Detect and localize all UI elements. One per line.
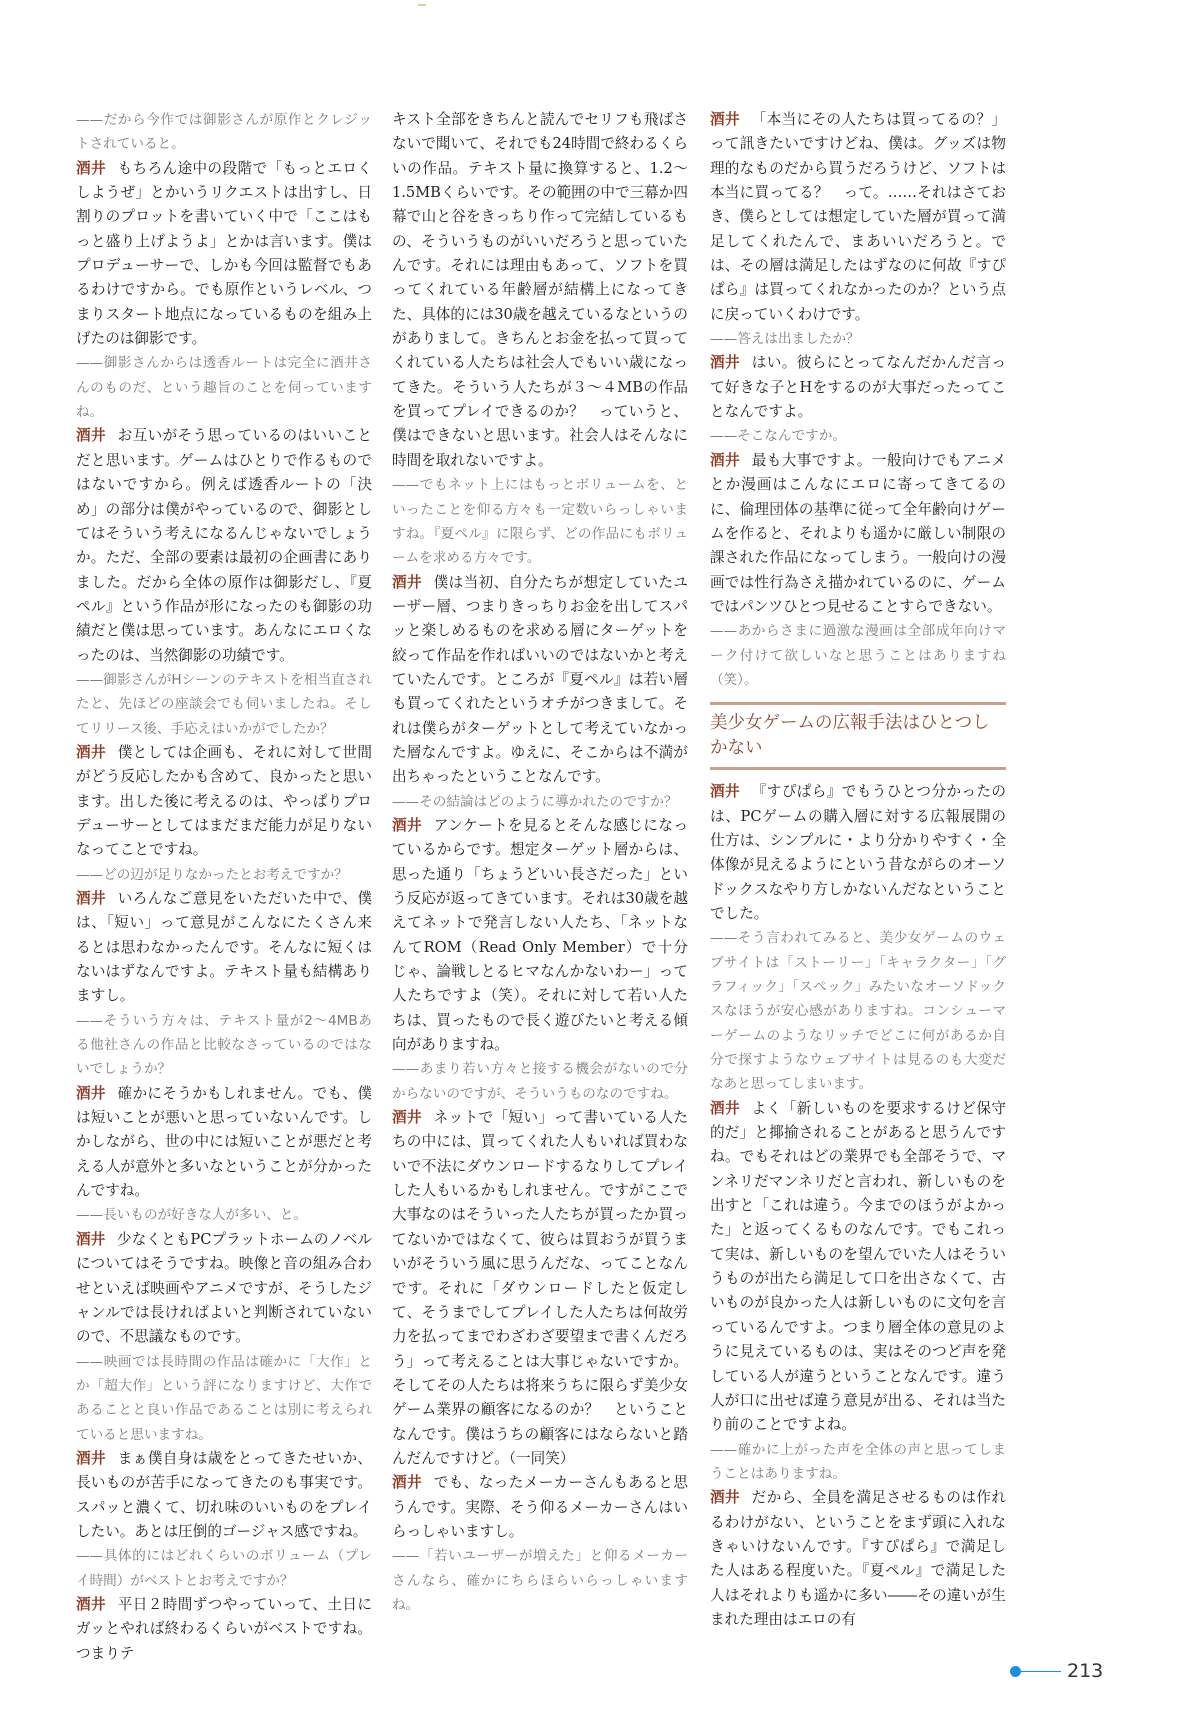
paragraph-text: いろんなご意見をいただいた中で、僕は、「短い」って意見がこんなにたくさん来るとは思わなかったんです。そんなに短くはないはずなんですよ。テキスト量も結構ありますし。 bbox=[76, 890, 372, 1005]
paragraph-text: 「本当にその人たちは買ってるの？」って訊きたいですけどね、僕は。グッズは物理的なものだから買うだろうけど、ソフトは本当に買ってる？ って。……それはさておき、僕らとしては想定していた層が買って満足してくれたんで、まあいいだろうと。では、その層は満足したはずなのに何故『すぴぱら』は買ってくれなかったのか？という点に戻っていくわけです。 bbox=[710, 111, 1006, 323]
paragraph-text: 最も大事ですよ。一般向けでもアニメとか漫画はこんなにエロに寄ってきてるのに、倫理団体の基準に従って全年齢向けゲームを作ると、それよりも遥かに厳しい制限の課された作品になってしまう。一般向けの漫画では性行為さえ描かれているのに、ゲームではパンツひとつ見せることすらできない。 bbox=[710, 451, 1006, 615]
interviewer-question bbox=[710, 327, 1006, 351]
speaker-name: 酒井 bbox=[76, 1595, 107, 1613]
paragraph-text: ——具体的にはどれくらいのボリューム（プレイ時間）がベストとお考えですか？ bbox=[76, 1548, 372, 1589]
interviewer-question bbox=[76, 351, 372, 424]
paragraph-text: ——でもネット上にはもっとボリュームを、といったことを仰る方々も一定数いらっしゃいますね。『夏ペル』に限らず、どの作品にもボリュームを求める方々です。 bbox=[392, 477, 688, 567]
column-middle bbox=[392, 108, 688, 1617]
paragraph-text: でも、なったメーカーさんもあると思うんです。実際、そう仰るメーカーさんはいらっしゃいますし。 bbox=[392, 1474, 688, 1540]
print-mark bbox=[418, 4, 426, 6]
paragraph-text: ——だから今作では御影さんが原作とクレジットされていると。 bbox=[76, 112, 372, 153]
speaker-name: 酒井 bbox=[76, 743, 106, 761]
interviewee-answer bbox=[392, 108, 688, 473]
column-right bbox=[710, 108, 1006, 1632]
speaker-name: 酒井 bbox=[392, 816, 423, 834]
paragraph-text: ——その結論はどのように導かれたのですか？ bbox=[392, 793, 678, 810]
speaker-name: 酒井 bbox=[76, 890, 107, 907]
speaker-name: 酒井 bbox=[710, 1099, 740, 1117]
interviewee-answer bbox=[76, 1593, 372, 1666]
paragraph-text: ——長いものが好きな人が多い、と。 bbox=[76, 1207, 308, 1224]
speaker-name: 酒井 bbox=[710, 1489, 740, 1507]
paragraph-text: ——あからさまに過激な漫画は全部成年向けマーク付けて欲しいなと思うことはありますね（笑）。 bbox=[710, 623, 1006, 688]
speaker-name: 酒井 bbox=[76, 1084, 106, 1102]
interviewee-answer bbox=[76, 1447, 372, 1544]
paragraph-text: 『すぴぱら』でもうひとつ分かったのは、PCゲームの購入層に対する広報展開の仕方は、シンプルに・より分かりやすく・全体像が見えるようにという昔ながらのオーソドックスなやり方しかないんだなということでした。 bbox=[710, 783, 1006, 922]
paragraph-text: お互いがそう思っているのはいいことだと思います。ゲームはひとりで作るものではないですから。例えば透香ルートの「決め」の部分は僕がやっているので、御影としてはそういう考えになるんじゃないでしょうか。ただ、全部の要素は最初の企画書にありました。だから全体の原作は御影だし、『夏ペル』という作品が形になったのも御影の功績だと僕は思っています。あんなにエロくなったのは、当然御影の功績です。 bbox=[76, 427, 372, 664]
interviewee-answer bbox=[392, 1106, 688, 1471]
page-number: 213 bbox=[1067, 1660, 1104, 1682]
paragraph-text: ——映画では長時間の作品は確かに「大作」とか「超大作」という評になりますけど、大作であることと良い作品であることは別に考えられていると思いますね。 bbox=[76, 1353, 372, 1443]
interviewer-question bbox=[710, 424, 1006, 448]
speaker-name: 酒井 bbox=[392, 1109, 422, 1127]
interviewee-answer bbox=[76, 157, 372, 352]
speaker-name: 酒井 bbox=[710, 111, 740, 128]
paragraph-text: ——御影さんがHシーンのテキストを相当直されたと、先ほどの座談会でも伺いましたね。そしてリリース後、手応えはいかがでしたか？ bbox=[76, 671, 372, 737]
speaker-name: 酒井 bbox=[392, 1474, 423, 1492]
interviewee-answer bbox=[710, 780, 1006, 926]
interviewee-answer bbox=[710, 351, 1006, 424]
paragraph-text: ネットで「短い」って書いている人たちの中には、買ってくれた人もいれば買わないで不法にダウンロードするなりしてプレイした人もいるかもしれません。ですがここで大事なのはそういった人たちが買ったか買ってないかではなくて、彼らは買おうが買うまいがそういう風に思うんだな、ってことなんです。それに「ダウンロードしたと仮定して、そうまでしてプレイした人たちは何故労力を払ってまでわざわざ要望まで書くんだろう」って考えることは大事じゃないですか。そしてその人たちは将来うちに限らず美少女ゲーム業界の顧客になるのか？ ということなんです。僕はうちの顧客にはならないと踏んだんですけど。（一同笑） bbox=[392, 1109, 688, 1467]
interviewee-answer bbox=[392, 1471, 688, 1544]
interviewer-question bbox=[76, 1203, 372, 1227]
interviewer-question bbox=[392, 790, 688, 814]
interviewer-question bbox=[392, 1544, 688, 1617]
interviewee-answer bbox=[710, 1097, 1006, 1438]
speaker-name: 酒井 bbox=[76, 1449, 107, 1467]
paragraph-text: ——あまり若い方々と接する機会がないので分からないのですが、そういうものなのですね。 bbox=[392, 1061, 688, 1102]
interviewer-question bbox=[392, 1057, 688, 1106]
interviewer-question bbox=[76, 863, 372, 887]
interviewer-question bbox=[710, 619, 1006, 692]
interviewee-answer bbox=[76, 424, 372, 667]
interviewer-question bbox=[710, 926, 1006, 1096]
speaker-name: 酒井 bbox=[76, 1230, 106, 1248]
paragraph-text: ——そういう方々は、テキスト量が2〜4MBある他社さんの作品と比較なさっているのではないでしょうか？ bbox=[76, 1012, 372, 1078]
paragraph-text: ——そう言われてみると、美少女ゲームのウェブサイトは「ストーリー」「キャラクター」「グラフィック」「スペック」みたいなオーソドックスなほうが安心感がありますね。コンシューマーゲームのようなリッチでどこに何があるか自分で探すようなウェブサイトは見るのも大変だなあと思ってしまいます。 bbox=[710, 930, 1006, 1093]
column-left bbox=[76, 108, 372, 1666]
speaker-name: 酒井 bbox=[710, 783, 741, 801]
interviewee-answer bbox=[76, 1228, 372, 1350]
page-number-block bbox=[1010, 1660, 1103, 1682]
paragraph-text: ——どの辺が足りなかったとお考えですか？ bbox=[76, 866, 348, 883]
paragraph-text: ——確かに上がった声を全体の声と思ってしまうことはありますね。 bbox=[710, 1441, 1006, 1482]
paragraph-text: ——答えは出ましたか？ bbox=[710, 331, 860, 348]
interviewee-answer bbox=[392, 814, 688, 1057]
paragraph-text: キスト全部をきちんと読んでセリフも飛ばさないで聞いて、それでも24時間で終わるくらいの作品。テキスト量に換算すると、1.2〜1.5MBくらいです。その範囲の中で三幕か四幕で山と谷をきっちり作って完結しているもの、そういうものがいいだろうと思っていたんです。それには理由もあって、ソフトを買ってくれている年齢層が結構上になってきた、具体的には30歳を越えているなというのがありまして。きちんとお金を払って買ってくれている人たちは社会人でもいい歳になってきた。そういう人たちが３〜４MBの作品を買ってプレイできるのか？ っていうと、僕はできないと思います。社会人はそんなに時間を取れないですよ。 bbox=[392, 111, 688, 469]
paragraph-text: ——御影さんからは透香ルートは完全に酒井さんのものだ、という趣旨のことを伺っていますね。 bbox=[76, 355, 372, 421]
section-heading: 美少女ゲームの広報手法はひとつしかない bbox=[710, 702, 1006, 770]
interviewer-question bbox=[76, 1350, 372, 1447]
speaker-name: 酒井 bbox=[392, 573, 422, 591]
paragraph-text: 僕は当初、自分たちが想定していたユーザー層、つまりきっちりお金を出してスパッと楽しめるものを求める層にターゲットを絞って作品を作ればいいのではないかと考えていたんです。ところが『夏ペル』は若い層も買ってくれたというオチがつきまして。それは僕らがターゲットとして考えていなかった層なんですよ。ゆえに、そこからは不満が出ちゃったということなんです。 bbox=[392, 573, 688, 786]
interviewee-answer bbox=[76, 887, 372, 1009]
speaker-name: 酒井 bbox=[710, 354, 741, 372]
interviewee-answer bbox=[710, 1486, 1006, 1632]
paragraph-text: もちろん途中の段階で「もっとエロくしようぜ」とかいうリクエストは出すし、日割りのプロットを書いていく中で「ここはもっと盛り上げようよ」とかは言います。僕はプロデューサーで、しかも今回は監督でもあるわけですから。でも原作というレベル、つまりスタート地点になっているものを組み上げたのは御影です。 bbox=[76, 159, 372, 348]
paragraph-text: まぁ僕自身は歳をとってきたせいか、長いものが苦手になってきたのも事実です。スパッと濃くて、切れ味のいいものをプレイしたい。あとは圧倒的ゴージャス感ですね。 bbox=[76, 1449, 372, 1540]
paragraph-text: はい。彼らにとってなんだかんだ言って好きな子とHをするのが大事だったってことなんですよ。 bbox=[710, 354, 1006, 421]
interviewee-answer bbox=[710, 449, 1006, 619]
paragraph-text: だから、全員を満足させるものは作れるわけがない、ということをまず頭に入れなきゃいけないんです。『すぴぱら』で満足した人はある程度いた。『夏ペル』で満足した人はそれよりも遥かに多い――その違いが生まれた理由はエロの有 bbox=[710, 1489, 1006, 1628]
page-number-rule bbox=[1021, 1671, 1061, 1672]
bullet-dot-icon bbox=[1010, 1666, 1021, 1677]
interviewee-answer bbox=[392, 571, 688, 790]
interviewee-answer bbox=[76, 741, 372, 863]
interviewer-question bbox=[76, 108, 372, 157]
interviewer-question bbox=[76, 1009, 372, 1082]
speaker-name: 酒井 bbox=[710, 451, 741, 469]
paragraph-text: アンケートを見るとそんな感じになっているからです。想定ターゲット層からは、思った通り「ちょうどいい長さだった」という反応が返ってきています。それは30歳を越えてネットで発言しない人たち、「ネットなんてROM（Read Only Member）で十分じゃ、論戦しとるヒマなんかないわー」って人たちですよ（笑）。それに対して若い人たちは、買ったもので長く遊びたいと考える傾向がありますね。 bbox=[392, 816, 688, 1054]
paragraph-text: よく「新しいものを要求するけど保守的だ」と揶揄されることがあると思うんですね。でもそれはどの業界でも全部そうで、マンネリだマンネリだと言われ、新しいものを出すと「これは違う。今までのほうがよかった」と返ってくるものなんです。でもこれって実は、新しいものを望んでいた人はそういうものが出たら満足して口を出さなくて、古いものが良かった人は新しいものに文句を言っているんですよ。つまり層全体の意見のように見えているものは、実はそのつど声を発している人が違うということなんです。違う人が口に出せば違う意見が出る、それは当たり前のことですよね。 bbox=[710, 1099, 1006, 1434]
paragraph-text: 平日２時間ずつやっていって、土日にガッとやれば終わるくらいがベストですね。つまりテ bbox=[76, 1595, 372, 1662]
paragraph-text: 確かにそうかもしれません。でも、僕は短いことが悪いと思っていないんです。しかしながら、世の中には短いことが悪だと考える人が意外と多いなということが分かったんですね。 bbox=[76, 1084, 372, 1200]
interviewer-question bbox=[76, 668, 372, 741]
speaker-name: 酒井 bbox=[76, 427, 106, 445]
interviewer-question bbox=[710, 1438, 1006, 1487]
interviewer-question bbox=[76, 1544, 372, 1593]
paragraph-text: ——そこなんですか。 bbox=[710, 428, 846, 445]
paragraph-text: ——「若いユーザーが増えた」と仰るメーカーさんなら、確かにちらほらいらっしゃいますね。 bbox=[392, 1548, 688, 1613]
interviewer-question bbox=[392, 473, 688, 570]
interviewee-answer bbox=[76, 1082, 372, 1204]
speaker-name: 酒井 bbox=[76, 159, 106, 177]
interviewee-answer bbox=[710, 108, 1006, 327]
paragraph-text: 僕としては企画も、それに対して世間がどう反応したかも含めて、良かったと思います。出した後に考えるのは、やっぱりプロデューサーとしてはまだまだ能力が足りないなってことですね。 bbox=[76, 743, 372, 859]
paragraph-text: 少なくともPCプラットホームのノベルについてはそうですね。映像と音の組み合わせといえば映画やアニメですが、そうしたジャンルでは長ければよいと判断されていないので、不思議なものです。 bbox=[76, 1230, 372, 1346]
